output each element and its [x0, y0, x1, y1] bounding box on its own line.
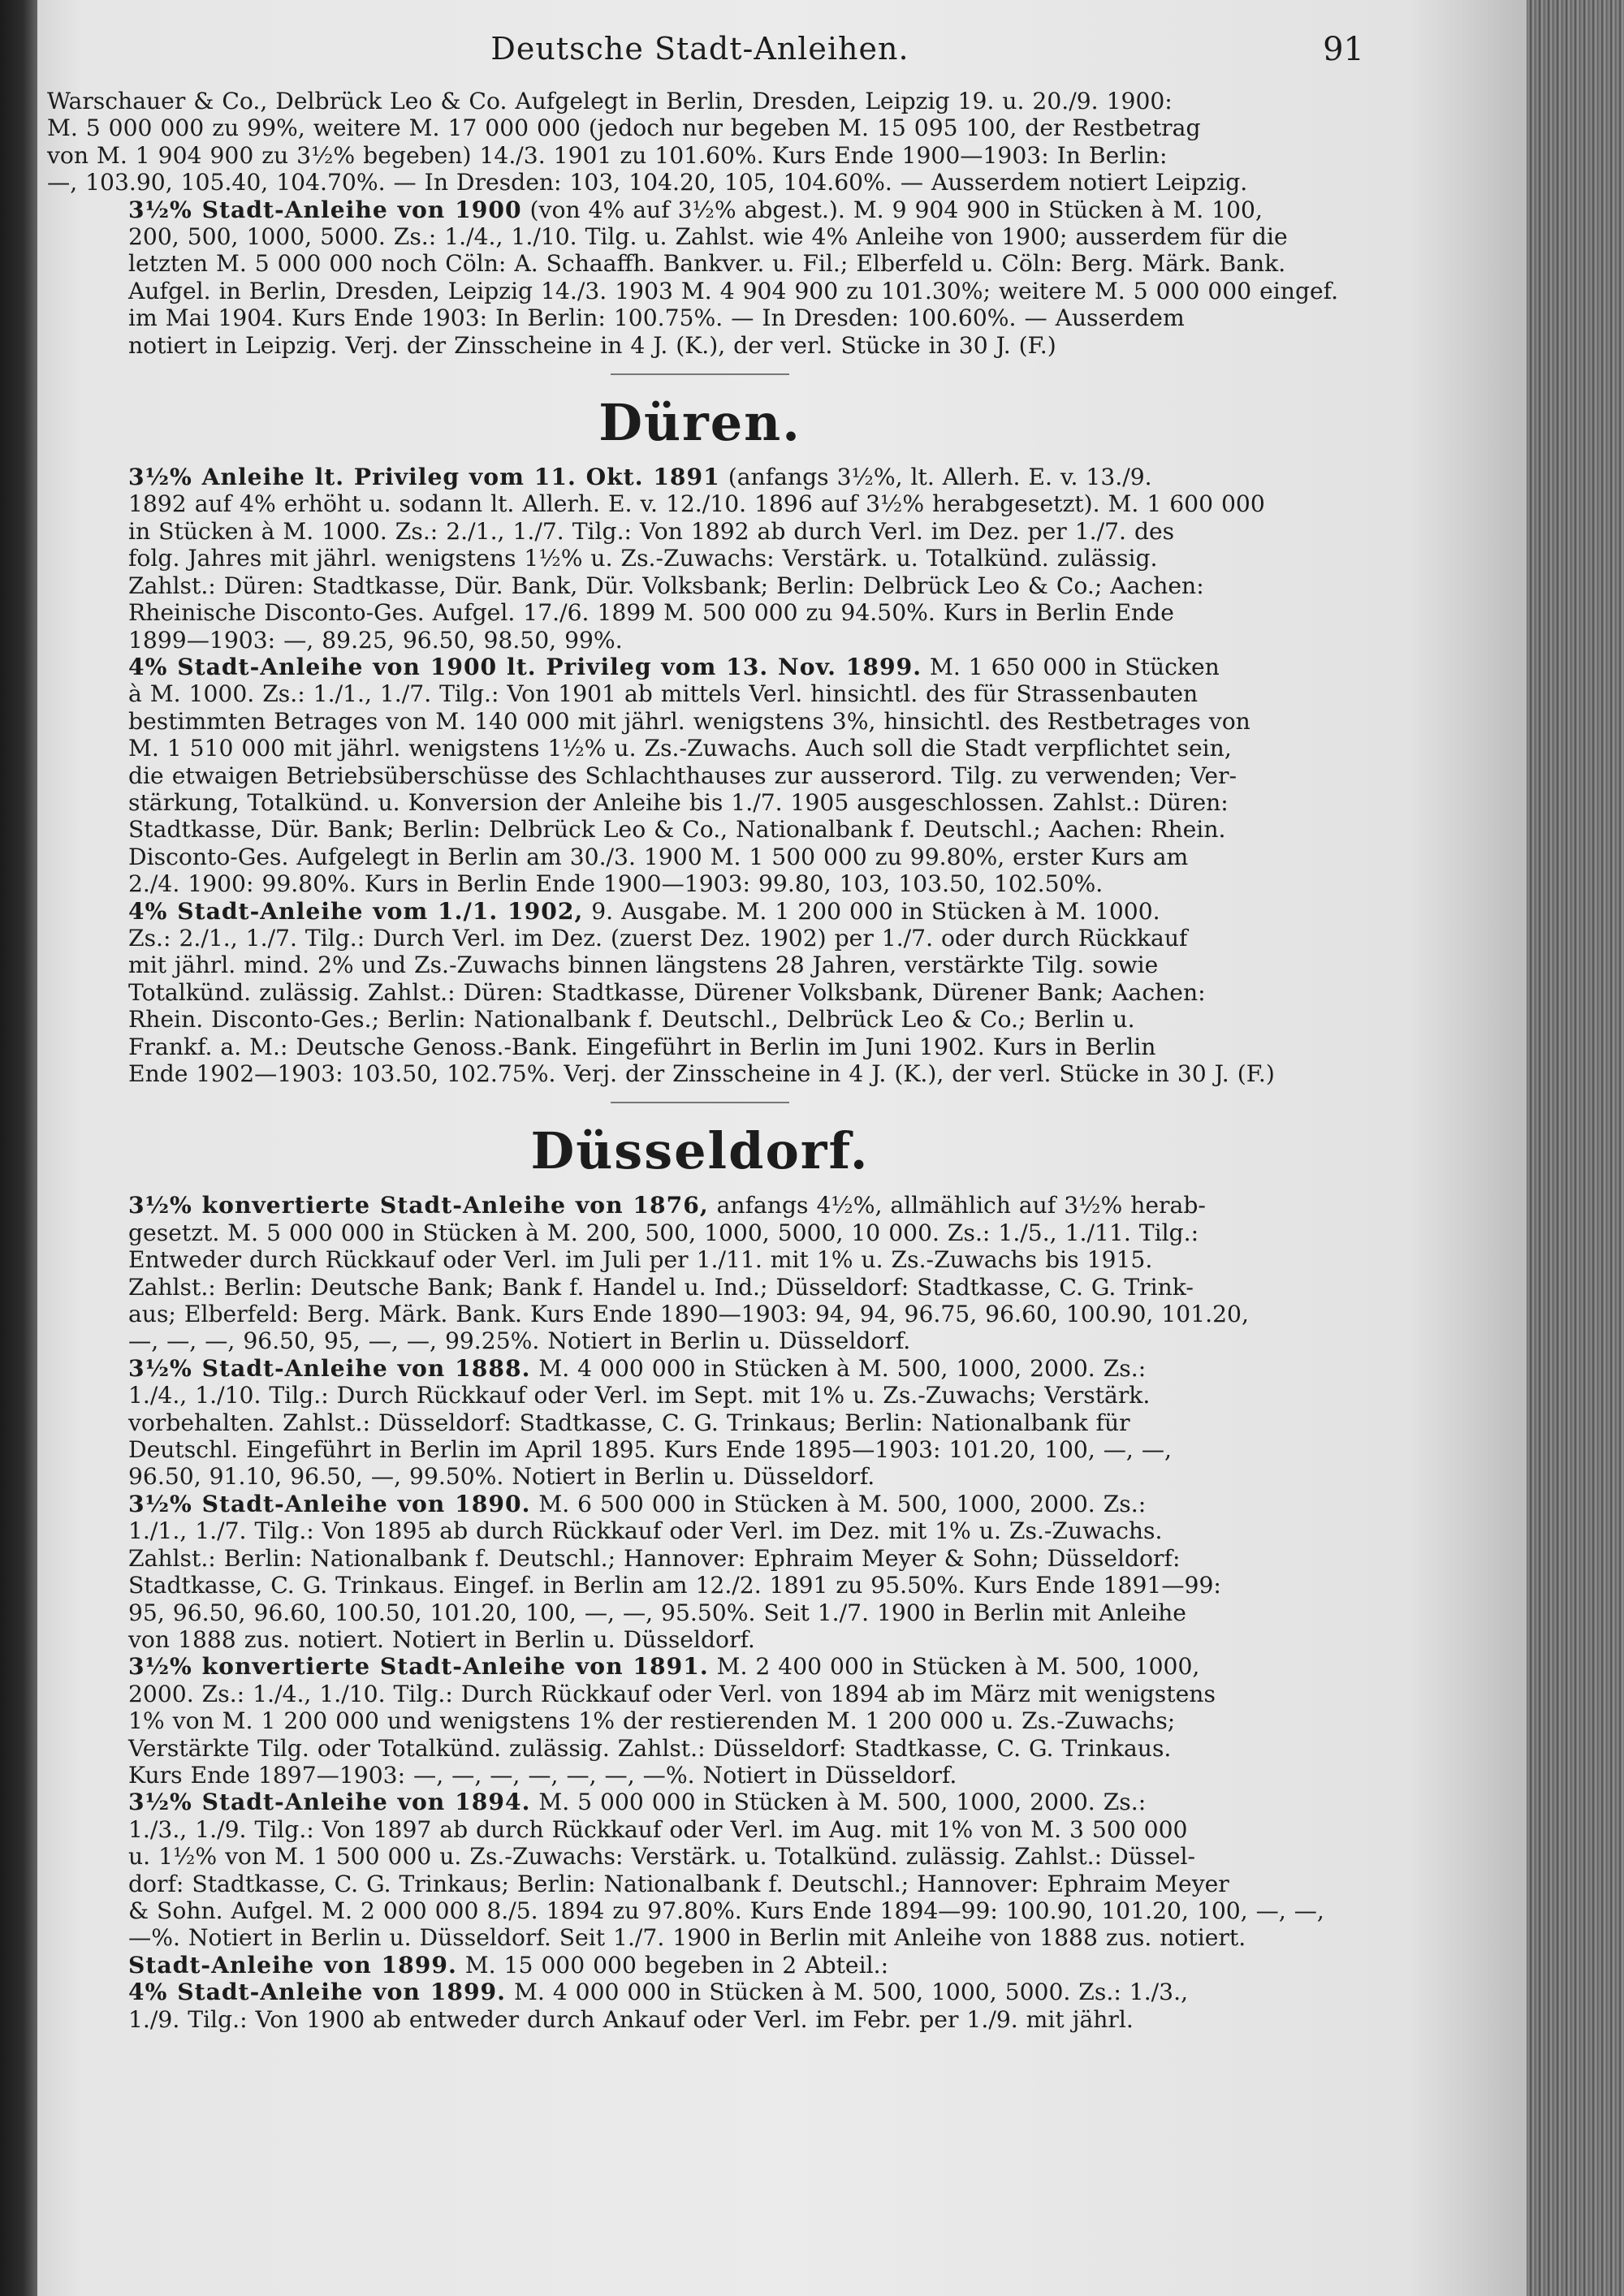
loan-entry [47, 1789, 1353, 1951]
intro-section [47, 88, 1353, 375]
text-line: Verstärkte Tilg. oder Totalkünd. zulässig. Zahlst.: Düsseldorf: Stadtkasse, C. G. Trinkaus. [128, 1734, 1172, 1762]
text-line: Rhein. Disconto-Ges.; Berlin: Nationalbank f. Deutschl., Delbrück Leo & Co.; Berlin u. [128, 1006, 1135, 1034]
loan-title: 3½% Stadt-Anleihe von 1890. [128, 1490, 531, 1517]
text-line: Zahlst.: Berlin: Nationalbank f. Deutschl.; Hannover: Ephraim Meyer & Sohn; Düsseldorf: [128, 1544, 1181, 1572]
text-line: aus; Elberfeld: Berg. Märk. Bank. Kurs Ende 1890—1903: 94, 94, 96.75, 96.60, 100.90, 101.20, [128, 1301, 1249, 1328]
loan-entry [47, 1979, 1353, 2033]
text-line: à M. 1000. Zs.: 1./1., 1./7. Tilg.: Von 1901 ab mittels Verl. hinsichtl. des für Strassenbauten [128, 680, 1199, 708]
text-line: Rheinische Disconto-Ges. Aufgel. 17./6. 1899 M. 500 000 zu 94.50%. Kurs in Berlin Ende [128, 599, 1174, 627]
loan-title: Stadt-Anleihe von 1899. [128, 1951, 457, 1979]
text-line: Aufgel. in Berlin, Dresden, Leipzig 14./3. 1903 M. 4 904 900 zu 101.30%; weitere M. 5 000 000 eingef. [128, 277, 1339, 304]
loan-entry [47, 464, 1353, 654]
city-heading: Düsseldorf. [530, 1121, 870, 1181]
text-line: notiert in Leipzig. Verj. der Zinsscheine in 4 J. (K.), der verl. Stücke in 30 J. (F.) [128, 331, 1056, 359]
text-line: anfangs 4½%, allmählich auf 3½% herab- [716, 1192, 1206, 1219]
text-line: Stadtkasse, Dür. Bank; Berlin: Delbrück Leo & Co., Nationalbank f. Deutschl.; Aachen: Rhein. [128, 816, 1226, 844]
loan-title: 3½% konvertierte Stadt-Anleihe von 1876, [128, 1192, 709, 1219]
text-line: (anfangs 3½%, lt. Allerh. E. v. 13./9. [728, 464, 1152, 491]
text-line: 96.50, 91.10, 96.50, —, 99.50%. Notiert in Berlin u. Düsseldorf. [128, 1463, 875, 1491]
text-line: M. 4 000 000 in Stücken à M. 500, 1000, 5000. Zs.: 1./3., [513, 1979, 1189, 2006]
loan-entry [47, 654, 1353, 898]
text-line: von 1888 zus. notiert. Notiert in Berlin u. Düsseldorf. [128, 1625, 755, 1653]
loan-title: 3½% konvertierte Stadt-Anleihe von 1891. [128, 1653, 709, 1681]
text-line: stärkung, Totalkünd. u. Konversion der Anleihe bis 1./7. 1905 ausgeschlossen. Zahlst.: Düren: [128, 788, 1229, 816]
text-line: 95, 96.50, 96.60, 100.50, 101.20, 100, —, —, 95.50%. Seit 1./7. 1900 in Berlin mit Anleihe [128, 1599, 1186, 1626]
text-line: M. 2 400 000 in Stücken à M. 500, 1000, [716, 1653, 1200, 1681]
loan-title: 4% Stadt-Anleihe von 1899. [128, 1979, 506, 2006]
text-line: Disconto-Ges. Aufgelegt in Berlin am 30./3. 1900 M. 1 500 000 zu 99.80%, erster Kurs am [128, 843, 1189, 870]
city-section [47, 1121, 1353, 2033]
section-divider [611, 373, 789, 375]
text-line: Warschauer & Co., Delbrück Leo & Co. Aufgelegt in Berlin, Dresden, Leipzig 19. u. 20./9. 1900: [47, 88, 1173, 114]
text-line: M. 1 510 000 mit jährl. wenigstens 1½% u. Zs.-Zuwachs. Auch soll die Stadt verpflichtet sein, [128, 735, 1232, 762]
text-line: —%. Notiert in Berlin u. Düsseldorf. Seit 1./7. 1900 in Berlin mit Anleihe von 1888 zus. notiert. [128, 1924, 1246, 1952]
text-line: Zs.: 2./1., 1./7. Tilg.: Durch Verl. im Dez. (zuerst Dez. 1902) per 1./7. oder durch Rückkauf [128, 924, 1188, 952]
text-line: gesetzt. M. 5 000 000 in Stücken à M. 200, 500, 1000, 5000, 10 000. Zs.: 1./5., 1./11. Tilg.: [128, 1219, 1199, 1246]
page-content [47, 23, 1364, 2199]
city-section [47, 393, 1353, 1103]
text-line: in Stücken à M. 1000. Zs.: 2./1., 1./7. Tilg.: Von 1892 ab durch Verl. im Dez. per 1./7. des [128, 517, 1175, 545]
section-divider [611, 1102, 789, 1103]
loan-entry [47, 196, 1353, 359]
text-line: vorbehalten. Zahlst.: Düsseldorf: Stadtkasse, C. G. Trinkaus; Berlin: Nationalbank für [128, 1409, 1130, 1436]
text-line: M. 5 000 000 zu 99%, weitere M. 17 000 000 (jedoch nur begeben M. 15 095 100, der Restbetrag [47, 114, 1201, 142]
text-line: dorf: Stadtkasse, C. G. Trinkaus; Berlin: Nationalbank f. Deutschl.; Hannover: Ephraim Meyer [128, 1870, 1229, 1897]
text-line: —, 103.90, 105.40, 104.70%. — In Dresden: 103, 104.20, 105, 104.60%. — Ausserdem notiert Leipzig. [47, 169, 1248, 196]
loan-title: 4% Stadt-Anleihe vom 1./1. 1902, [128, 897, 584, 925]
text-line: 1899—1903: —, 89.25, 96.50, 98.50, 99%. [128, 626, 623, 654]
city-sections [47, 393, 1353, 2033]
text-line: folg. Jahres mit jährl. wenigstens 1½% u. Zs.-Zuwachs: Verstärk. u. Totalkünd. zulässig. [128, 545, 1158, 572]
text-line: M. 15 000 000 begeben in 2 Abteil.: [464, 1951, 889, 1979]
page-edges [1527, 0, 1624, 2296]
text-line: Totalkünd. zulässig. Zahlst.: Düren: Stadtkasse, Dürener Volksbank, Dürener Bank; Aachen: [128, 978, 1206, 1006]
loan-title: 3½% Stadt-Anleihe von 1894. [128, 1789, 531, 1816]
text-line: Kurs Ende 1897—1903: —, —, —, —, —, —, —%. Notiert in Düsseldorf. [128, 1761, 957, 1789]
loan-entry [47, 1491, 1353, 1653]
loan-title: 3½% Stadt-Anleihe von 1888. [128, 1354, 531, 1382]
text-line: 1892 auf 4% erhöht u. sodann lt. Allerh. E. v. 12./10. 1896 auf 3½% herabgesetzt). M. 1 600 000 [128, 490, 1265, 518]
loan-title: 4% Stadt-Anleihe von 1900 lt. Privileg vom 13. Nov. 1899. [128, 653, 922, 680]
text-line: die etwaigen Betriebsüberschüsse des Schlachthauses zur ausserord. Tilg. zu verwenden; Ver- [128, 762, 1237, 789]
loan-entry [47, 1952, 1353, 1979]
running-head-title: Deutsche Stadt-Anleihen. [490, 31, 909, 67]
text-line: 9. Ausgabe. M. 1 200 000 in Stücken à M. 1000. [591, 897, 1160, 925]
text-line: M. 1 650 000 in Stücken [929, 653, 1220, 680]
text-line: (von 4% auf 3½% abgest.). M. 9 904 900 in Stücken à M. 100, [529, 196, 1263, 223]
text-line: mit jährl. mind. 2% und Zs.-Zuwachs binnen längstens 28 Jahren, verstärkte Tilg. sowie [128, 952, 1159, 979]
text-line: Entweder durch Rückkauf oder Verl. im Juli per 1./11. mit 1% u. Zs.-Zuwachs bis 1915. [128, 1246, 1153, 1274]
loan-entry [47, 1192, 1353, 1354]
text-line: Stadtkasse, C. G. Trinkaus. Eingef. in Berlin am 12./2. 1891 zu 95.50%. Kurs Ende 1891—99: [128, 1572, 1221, 1599]
text-line: 1./1., 1./7. Tilg.: Von 1895 ab durch Rückkauf oder Verl. im Dez. mit 1% u. Zs.-Zuwachs. [128, 1517, 1163, 1545]
text-line: Frankf. a. M.: Deutsche Genoss.-Bank. Eingeführt in Berlin im Juni 1902. Kurs in Berlin [128, 1033, 1156, 1060]
text-line: 1./9. Tilg.: Von 1900 ab entweder durch Ankauf oder Verl. im Febr. per 1./9. mit jährl. [128, 2005, 1134, 2033]
book-spine-shadow [0, 0, 39, 2296]
text-line: bestimmten Betrages von M. 140 000 mit jährl. wenigstens 3%, hinsichtl. des Restbetrages von [128, 707, 1250, 735]
text-line: M. 5 000 000 in Stücken à M. 500, 1000, 2000. Zs.: [538, 1789, 1147, 1816]
loan-entry [47, 1355, 1353, 1491]
running-head [47, 23, 1364, 88]
text-line: letzten M. 5 000 000 noch Cöln: A. Schaaffh. Bankver. u. Fil.; Elberfeld u. Cöln: Berg. Märk. Bank. [128, 250, 1286, 278]
text-line: & Sohn. Aufgel. M. 2 000 000 8./5. 1894 zu 97.80%. Kurs Ende 1894—99: 100.90, 101.20, 100, —, —, [128, 1897, 1324, 1924]
text-line: 1./4., 1./10. Tilg.: Durch Rückkauf oder Verl. im Sept. mit 1% u. Zs.-Zuwachs; Verstärk. [128, 1382, 1151, 1409]
text-line: Zahlst.: Düren: Stadtkasse, Dür. Bank, Dür. Volksbank; Berlin: Delbrück Leo & Co.; Aachen: [128, 572, 1204, 599]
text-line: 200, 500, 1000, 5000. Zs.: 1./4., 1./10. Tilg. u. Zahlst. wie 4% Anleihe von 1900; ausserdem für die [128, 223, 1288, 251]
text-line: Ende 1902—1903: 103.50, 102.75%. Verj. der Zinsscheine in 4 J. (K.), der verl. Stücke in 30 J. (F.) [128, 1060, 1275, 1087]
text-line: Zahlst.: Berlin: Deutsche Bank; Bank f. Handel u. Ind.; Düsseldorf: Stadtkasse, C. G. Trink- [128, 1273, 1194, 1301]
intro-paragraph [47, 88, 1353, 196]
text-line: M. 6 500 000 in Stücken à M. 500, 1000, 2000. Zs.: [538, 1490, 1147, 1517]
page-number: 91 [1323, 31, 1364, 68]
loan-entry [47, 1653, 1353, 1789]
text-line: 2./4. 1900: 99.80%. Kurs in Berlin Ende 1900—1903: 99.80, 103, 103.50, 102.50%. [128, 870, 1104, 898]
text-line: —, —, —, 96.50, 95, —, —, 99.25%. Notiert in Berlin u. Düsseldorf. [128, 1327, 911, 1355]
city-heading: Düren. [598, 393, 801, 453]
text-line: 1% von M. 1 200 000 und wenigstens 1% der restierenden M. 1 200 000 u. Zs.-Zuwachs; [128, 1707, 1176, 1735]
text-line: M. 4 000 000 in Stücken à M. 500, 1000, 2000. Zs.: [538, 1354, 1147, 1382]
text-line: u. 1½% von M. 1 500 000 u. Zs.-Zuwachs: Verstärk. u. Totalkünd. zulässig. Zahlst.: Düssel- [128, 1843, 1195, 1871]
loan-entry [47, 898, 1353, 1088]
text-line: 2000. Zs.: 1./4., 1./10. Tilg.: Durch Rückkauf oder Verl. von 1894 ab im März mit wenigstens [128, 1680, 1216, 1707]
text-line: von M. 1 904 900 zu 3½% begeben) 14./3. 1901 zu 101.60%. Kurs Ende 1900—1903: In Berlin: [47, 141, 1168, 169]
text-line: Deutschl. Eingeführt in Berlin im April 1895. Kurs Ende 1895—1903: 101.20, 100, —, —, [128, 1436, 1172, 1464]
text-line: im Mai 1904. Kurs Ende 1903: In Berlin: 100.75%. — In Dresden: 100.60%. — Ausserdem [128, 304, 1185, 332]
loan-title: 3½% Stadt-Anleihe von 1900 [128, 196, 522, 223]
text-line: 1./3., 1./9. Tilg.: Von 1897 ab durch Rückkauf oder Verl. im Aug. mit 1% von M. 3 500 000 [128, 1815, 1188, 1843]
loan-title: 3½% Anleihe lt. Privileg vom 11. Okt. 1891 [128, 464, 720, 491]
